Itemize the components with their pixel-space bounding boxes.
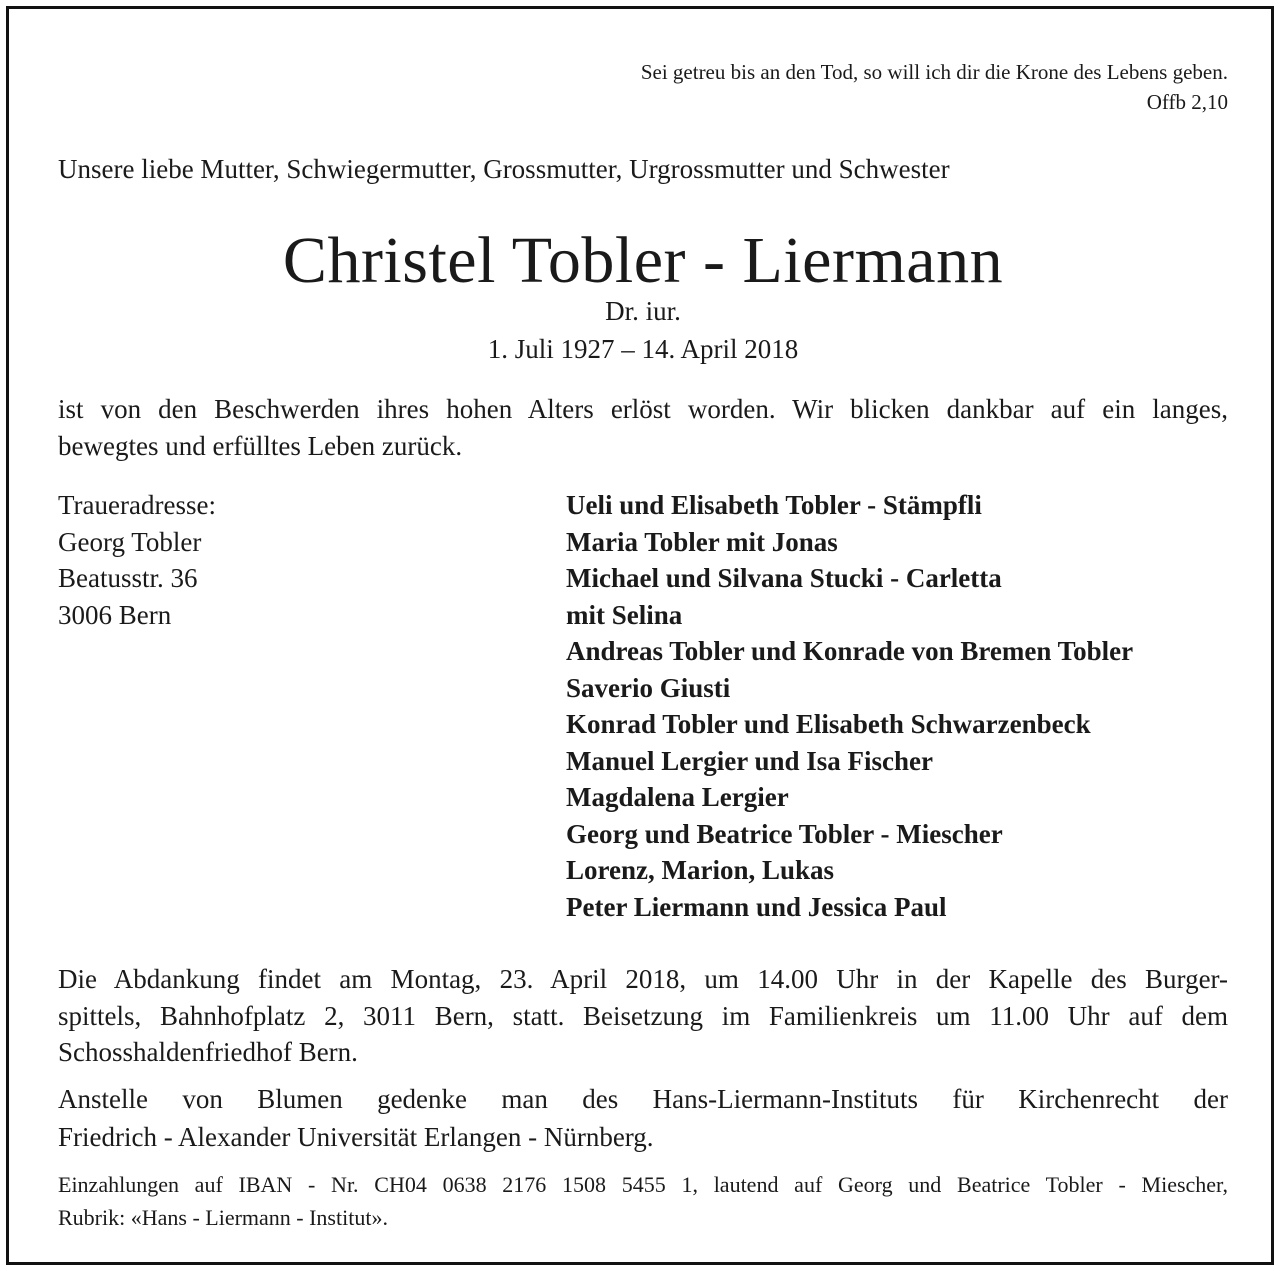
mourner-entry: Magdalena Lergier	[566, 782, 789, 812]
mourner-entry: Ueli und Elisabeth Tobler - Stämpfli	[566, 490, 982, 520]
address-label: Traueradresse:	[58, 490, 216, 520]
ceremony-line: Schosshaldenfriedhof Bern.	[58, 1037, 358, 1067]
intro-line: Unsere liebe Mutter, Schwiegermutter, Grossmutter, Urgrossmutter und Schwester	[58, 154, 950, 184]
ceremony-line: Die Abdankung findet am Montag, 23. April 2018, um 14.00 Uhr in der Kapelle des Burger-	[58, 964, 1228, 994]
mourner-entry: Georg und Beatrice Tobler - Miescher	[566, 818, 1003, 849]
bible-verse-reference: Offb 2,10	[1146, 90, 1228, 114]
bible-verse-text: Sei getreu bis an den Tod, so will ich dir die Krone des Lebens geben.	[640, 60, 1228, 84]
bank-details-line: Rubrik: «Hans - Liermann - Institut».	[58, 1205, 388, 1230]
ceremony-line: spittels, Bahnhofplatz 2, 3011 Bern, statt. Beisetzung im Familienkreis um 11.00 Uhr auf dem	[58, 1000, 1228, 1031]
mourning-address	[58, 487, 216, 633]
announcement-line: ist von den Beschwerden ihres hohen Alters erlöst worden. Wir blicken dankbar auf ein langes,	[58, 394, 1228, 424]
mourner-entry: Lorenz, Marion, Lukas	[566, 855, 835, 885]
address-city: 3006 Bern	[58, 599, 172, 630]
mourner-entry: Andreas Tobler und Konrade von Bremen Tobler	[566, 636, 1134, 666]
mourner-entry: Peter Liermann und Jessica Paul	[566, 891, 947, 922]
bank-details-line: Einzahlungen auf IBAN - Nr. CH04 0638 2176 1508 5455 1, lautend auf Georg und Beatrice Tobler - Miescher,	[58, 1172, 1228, 1197]
address-street: Beatusstr. 36	[58, 563, 198, 593]
announcement-line: bewegtes und erfülltes Leben zurück.	[58, 431, 463, 461]
donation-request	[58, 1080, 1228, 1156]
deceased-title: Dr. iur.	[605, 296, 681, 326]
mourner-entry: mit Selina	[566, 599, 683, 630]
announcement-text	[58, 391, 1228, 465]
donation-request-line: Friedrich - Alexander Universität Erlangen - Nürnberg.	[58, 1122, 654, 1152]
mourner-entry: Manuel Lergier und Isa Fischer	[566, 745, 933, 776]
obituary-notice	[6, 6, 1274, 1265]
mourner-entry: Michael und Silvana Stucki - Carletta	[566, 563, 1002, 593]
ceremony-info	[58, 961, 1228, 1071]
mourner-entry: Saverio Giusti	[566, 672, 731, 703]
mourner-entry: Maria Tobler mit Jonas	[566, 526, 838, 557]
deceased-name: Christel Tobler - Liermann	[282, 224, 1004, 297]
donation-request-line: Anstelle von Blumen gedenke man des Hans-Liermann-Instituts für Kirchenrecht der	[58, 1084, 1228, 1114]
life-dates: 1. Juli 1927 – 14. April 2018	[487, 334, 799, 364]
bank-details	[58, 1168, 1228, 1234]
bible-verse	[641, 57, 1228, 117]
mourner-entry: Konrad Tobler und Elisabeth Schwarzenbeck	[566, 709, 1091, 739]
mourners-list	[566, 487, 1133, 925]
address-name: Georg Tobler	[58, 526, 202, 557]
